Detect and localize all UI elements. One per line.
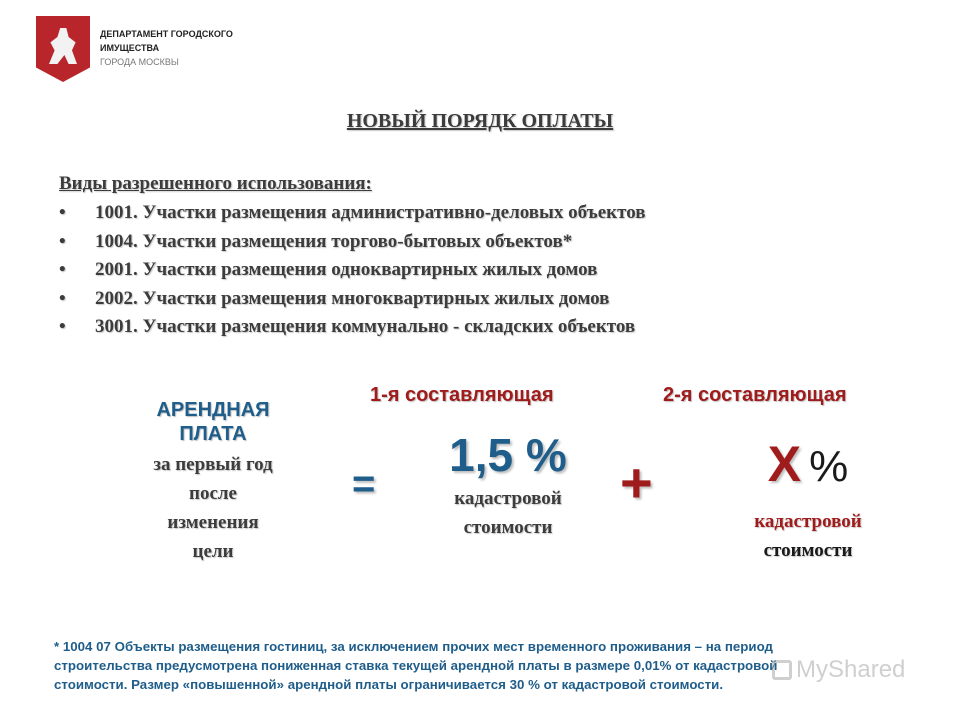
component-1-value: 1,5 % — [449, 429, 567, 481]
rent-description — [118, 450, 308, 566]
component-1-label: 1-я составляющая — [370, 384, 554, 406]
footnote-line3: стоимости. Размер «повышенной» арендной платы ограничивается 30 % от кадастровой стоимости. — [54, 677, 724, 692]
department-name-line3: ГОРОДА МОСКВЫ — [100, 57, 179, 67]
list-item — [59, 229, 646, 258]
component-2-sub-text: кадастровой — [754, 511, 862, 532]
component-1-sub-line1: кадастровой — [454, 488, 562, 509]
bullet-icon: • — [59, 230, 66, 252]
list-item — [59, 286, 646, 315]
myshared-logo-icon — [772, 660, 792, 680]
component-2-label: 2-я составляющая — [663, 384, 847, 406]
rent-description-line: цели — [192, 541, 234, 562]
department-name-line2: ИМУЩЕСТВА — [100, 43, 160, 53]
page-title: НОВЫЙ ПОРЯДК ОПЛАТЫ — [346, 110, 614, 132]
rent-description-line: после — [189, 483, 237, 504]
footnote-line1: * 1004 07 Объекты размещения гостиниц, за исключением прочих мест временного проживания – на период — [54, 639, 773, 654]
list-item — [59, 314, 646, 343]
permitted-uses-heading: Виды разрешенного использования: — [59, 173, 372, 194]
moscow-coat-of-arms-icon — [36, 16, 90, 82]
equals-sign: = — [352, 462, 376, 506]
list-item — [59, 257, 646, 286]
component-1 — [418, 426, 598, 542]
watermark-text: MyShared — [796, 656, 906, 683]
list-item-text: 3001. Участки размещения коммунально - складских объектов — [95, 316, 636, 338]
bullet-icon: • — [59, 259, 66, 281]
list-item-text: 2001. Участки размещения одноквартирных жилых домов — [95, 259, 598, 281]
rent-description-line: изменения — [167, 512, 259, 533]
list-item-text: 1004. Участки размещения торгово-бытовых объектов* — [95, 230, 573, 252]
rent-title-line2: ПЛАТА — [179, 423, 247, 445]
rent-description-line: за первый год — [153, 454, 273, 475]
rent-title-line1: АРЕНДНАЯ — [156, 399, 270, 421]
component-2-sub-line1 — [718, 507, 898, 536]
component-2-value — [718, 434, 898, 507]
plus-sign: + — [620, 451, 653, 514]
department-name — [100, 27, 233, 69]
header-logo — [36, 16, 256, 84]
component-2 — [718, 434, 898, 565]
component-2-sub-line2: стоимости — [763, 540, 853, 561]
list-item — [59, 200, 646, 229]
component-2-variable: Х — [767, 436, 802, 492]
watermark — [772, 656, 905, 684]
bullet-icon: • — [59, 316, 66, 338]
list-item-text: 2002. Участки размещения многоквартирных жилых домов — [95, 287, 610, 309]
bullet-icon: • — [59, 287, 66, 309]
component-2-percent: % — [809, 442, 849, 491]
permitted-uses-list — [59, 200, 646, 343]
bullet-icon: • — [59, 202, 66, 223]
department-name-line1: ДЕПАРТАМЕНТ ГОРОДСКОГО — [100, 29, 233, 39]
component-1-sub-line2: стоимости — [463, 517, 553, 538]
rent-term — [118, 398, 308, 566]
footnote-line2: строительства предусмотрена пониженная ставка текущей арендной платы в размере 0,01% от кадастровой — [54, 658, 778, 673]
st-george-rider-icon — [49, 28, 77, 64]
list-item-text: 1001. Участки размещения административно-деловых объектов — [95, 202, 646, 223]
